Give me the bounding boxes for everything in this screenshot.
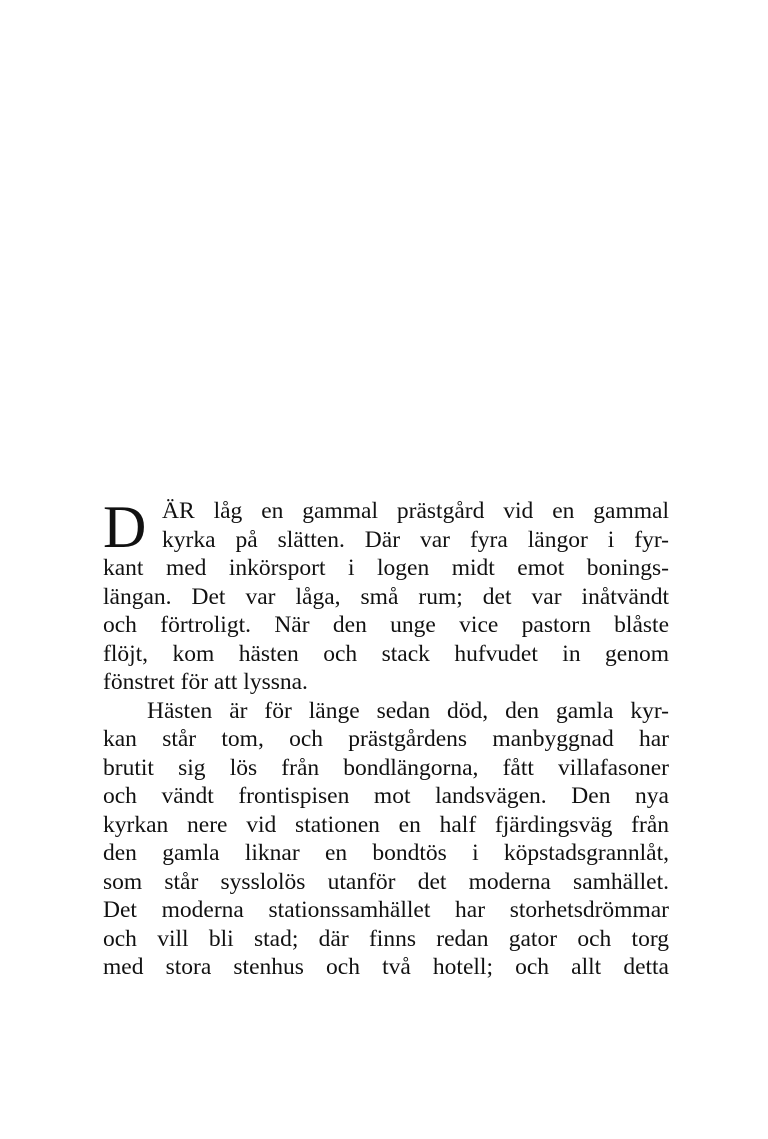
text-line: och vändt frontispisen mot landsvägen. Den nya [103, 783, 669, 809]
text-line: flöjt, kom hästen och stack hufvudet in genom [103, 640, 669, 667]
body-text [103, 494, 669, 982]
text-line: som står sysslolös utanför det moderna samhället. [103, 868, 669, 895]
text-line: Det moderna stationssamhället har storhetsdrömmar [103, 897, 669, 923]
text-line: längan. Det var låga, små rum; det var inåtvändt [103, 583, 669, 610]
text-line: den gamla liknar en bondtös i köpstadsgrannlåt, [103, 840, 669, 866]
text-line: med stora stenhus och två hotell; och allt detta [103, 954, 669, 980]
text-line: och vill bli stad; där finns redan gator och torg [103, 925, 669, 952]
text-line: kan står tom, och prästgårdens manbyggnad har [103, 726, 669, 752]
paragraph-2 [103, 697, 669, 982]
text-line: kyrka på slätten. Där var fyra längor i fyr- [162, 526, 669, 553]
text-line: kyrkan nere vid stationen en half fjärdingsväg från [103, 811, 669, 838]
text-line: och förtroligt. När den unge vice pastorn blåste [103, 612, 669, 638]
paragraph-1 [103, 494, 669, 697]
text-line: fönstret för att lyssna. [103, 669, 308, 695]
text-line: Hästen är för länge sedan död, den gamla kyr- [147, 697, 669, 724]
text-line: kant med inkörsport i logen midt emot bonings- [103, 555, 669, 581]
text-line: brutit sig lös från bondlängorna, fått villafasoner [103, 754, 669, 781]
text-line: ÄR låg en gammal prästgård vid en gammal [162, 498, 669, 524]
drop-cap: D [103, 494, 147, 560]
